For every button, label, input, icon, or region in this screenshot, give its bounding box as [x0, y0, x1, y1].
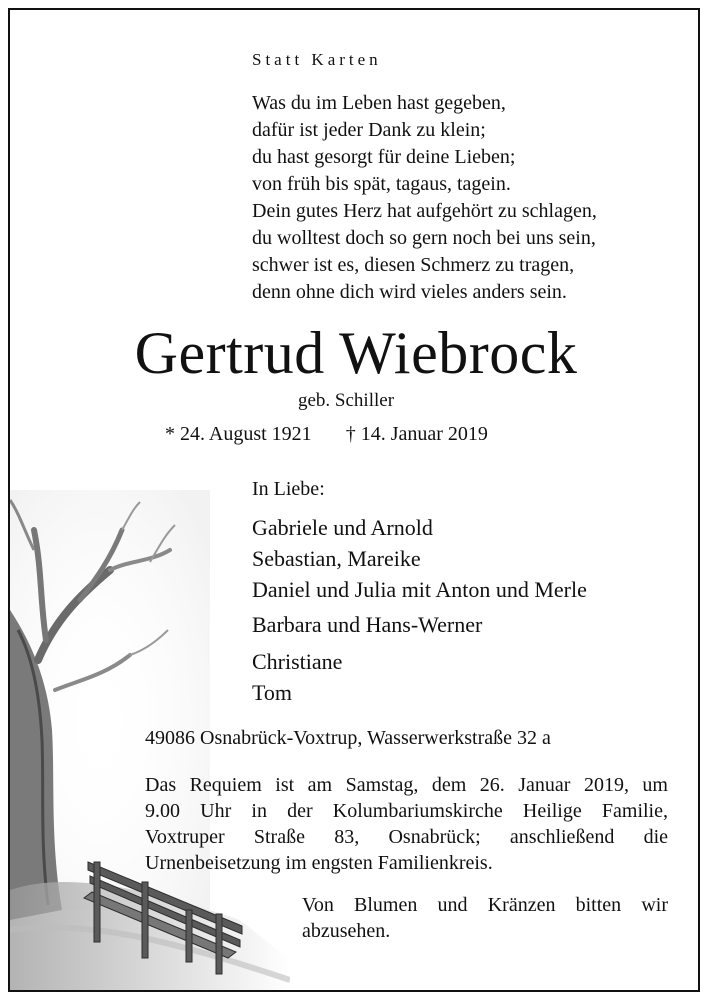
- poem-line: schwer ist es, diesen Schmerz zu tragen,: [252, 254, 575, 276]
- deceased-name: Gertrud Wiebrock: [134, 320, 578, 386]
- poem-line: Was du im Leben hast gegeben,: [252, 92, 506, 114]
- poem-line: du hast gesorgt für deine Lieben;: [252, 146, 516, 168]
- requiem-line: Das Requiem ist am Samstag, dem 26. Januar 2019, um: [145, 774, 668, 796]
- memorial-poem: [252, 90, 597, 306]
- poem-line: Dein gutes Herz hat aufgehört zu schlagen,: [252, 200, 597, 222]
- flowers-line: abzusehen.: [302, 920, 391, 942]
- mourner-entry: Gabriele und Arnold: [252, 515, 433, 540]
- poem-line: dafür ist jeder Dank zu klein;: [252, 119, 486, 141]
- death-date: † 14. Januar 2019: [345, 423, 488, 445]
- poem-line: von früh bis spät, tagaus, tagein.: [252, 173, 511, 195]
- header-statt-karten: Statt Karten: [252, 50, 382, 69]
- poem-line: denn ohne dich wird vieles anders sein.: [252, 281, 567, 303]
- mourners-intro: In Liebe:: [252, 478, 325, 500]
- obituary-card: [8, 8, 700, 992]
- birth-date: * 24. August 1921: [165, 423, 312, 445]
- mourner-entry: Sebastian, Mareike: [252, 546, 421, 571]
- flowers-line: Von Blumen und Kränzen bitten wir: [302, 894, 668, 916]
- requiem-notice: [145, 772, 668, 876]
- life-dates: [165, 423, 488, 446]
- mourner-entry: Tom: [252, 680, 293, 705]
- family-address: 49086 Osnabrück-Voxtrup, Wasserwerkstraße 32 a: [145, 727, 551, 749]
- birth-name: geb. Schiller: [298, 390, 395, 411]
- poem-line: du wolltest doch so gern noch bei uns sein,: [252, 227, 596, 249]
- requiem-line: 9.00 Uhr in der Kolumbariumskirche Heilige Familie,: [145, 800, 668, 822]
- mourner-entry: Barbara und Hans-Werner: [252, 612, 483, 637]
- mourner-entry: Christiane: [252, 649, 343, 674]
- requiem-line: Urnenbeisetzung im engsten Familienkreis.: [145, 852, 493, 874]
- mourners-list: [252, 512, 587, 708]
- requiem-line: Voxtruper Straße 83, Osnabrück; anschließend die: [145, 826, 668, 848]
- flowers-request: [302, 892, 668, 944]
- mourner-entry: Daniel und Julia mit Anton und Merle: [252, 577, 587, 602]
